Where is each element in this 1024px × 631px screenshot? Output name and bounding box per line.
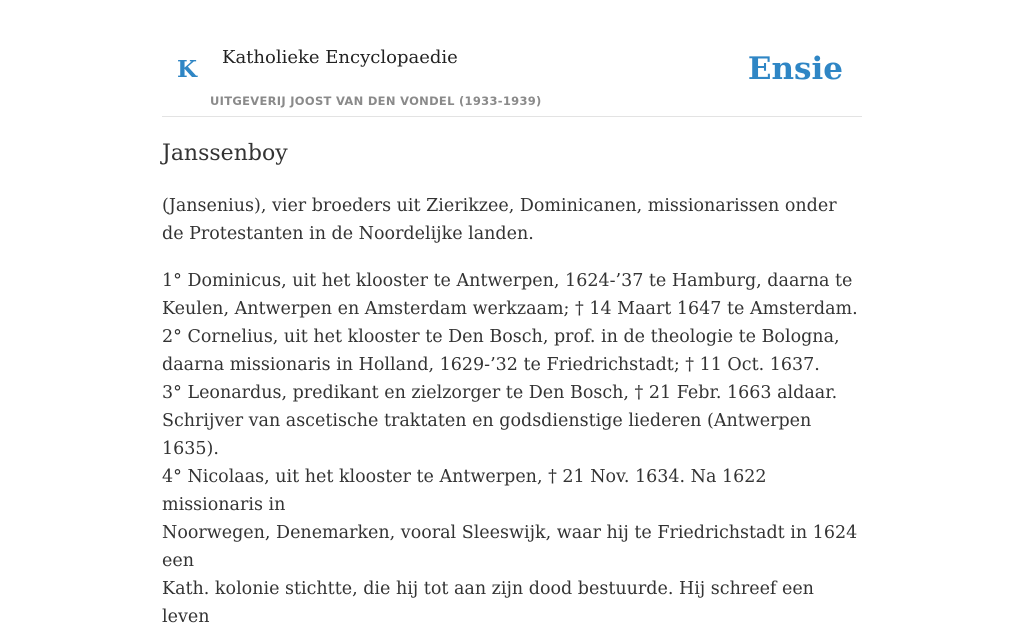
article-title: Janssenboy [162,141,288,166]
source-logo[interactable]: K [177,56,197,83]
body-line: Keulen, Antwerpen en Amsterdam werkzaam; † 14 Maart 1647 te Amsterdam. [162,299,858,319]
site-header [162,38,862,117]
article [162,136,862,631]
body-line: Schrijver van ascetische traktaten en godsdienstige liederen (Antwerpen 1635). [162,411,812,459]
source-title[interactable]: Katholieke Encyclopaedie [222,47,458,68]
body-line: 3° Leonardus, predikant en zielzorger te Den Bosch, † 21 Febr. 1663 aldaar. [162,383,838,403]
body-line: 4° Nicolaas, uit het klooster te Antwerpen, † 21 Nov. 1634. Na 1622 missionaris in [162,467,767,515]
body-line: daarna missionaris in Holland, 1629-’32 te Friedrichstadt; † 11 Oct. 1637. [162,355,820,375]
brand-logo-link[interactable]: Ensie [747,51,843,87]
body-line: 2° Cornelius, uit het klooster te Den Bosch, prof. in de theologie te Bologna, [162,327,840,347]
body-line: 1° Dominicus, uit het klooster te Antwerpen, 1624-’37 te Hamburg, daarna te [162,271,853,291]
article-body [162,267,862,631]
body-line: Kath. kolonie stichtte, die hij tot aan zijn dood bestuurde. Hij schreef een leven [162,579,814,627]
source-subtitle: UITGEVERIJ JOOST VAN DEN VONDEL (1933-1939) [210,94,542,108]
body-line: Noorwegen, Denemarken, vooral Sleeswijk, waar hij te Friedrichstadt in 1624 een [162,523,858,571]
article-intro: (Jansenius), vier broeders uit Zierikzee, Dominicanen, missionarissen onder de Protestanten in de Noordelijke landen. [162,196,837,244]
